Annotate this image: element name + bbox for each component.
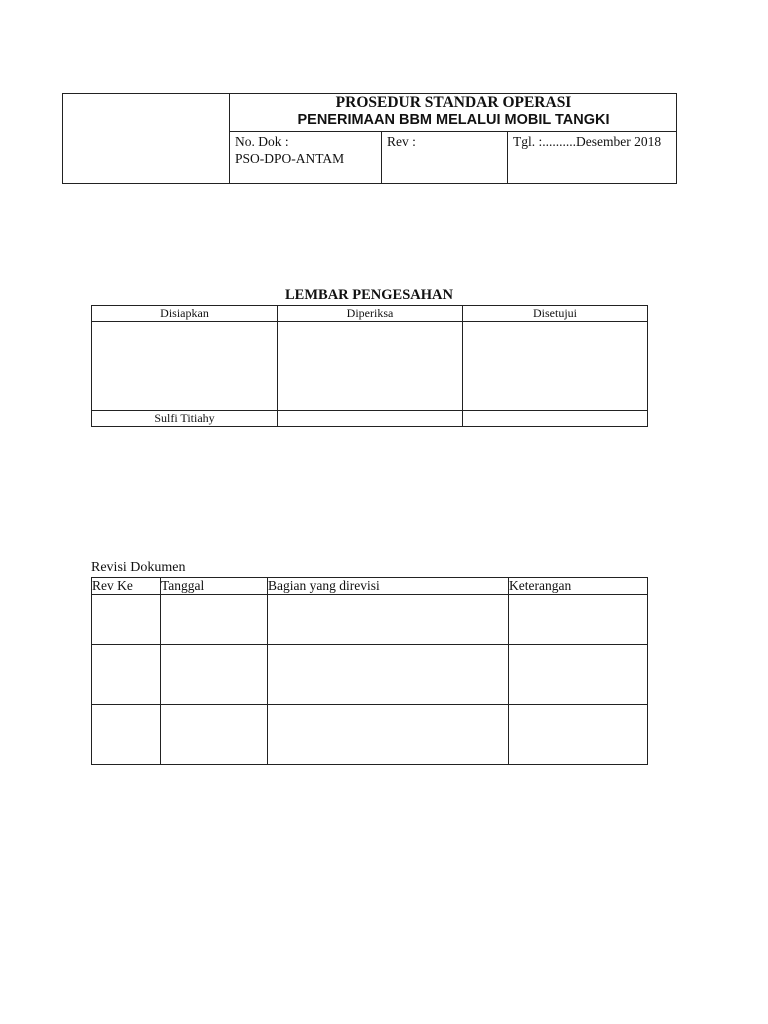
table-cell	[268, 705, 509, 765]
doc-number-value: PSO-DPO-ANTAM	[235, 151, 345, 166]
approval-title: LEMBAR PENGESAHAN	[285, 287, 453, 303]
table-row	[92, 705, 648, 765]
revision-header-row	[92, 578, 648, 595]
date-label: Tgl. :..........Desember 2018	[513, 134, 662, 149]
signature-cell-prepared	[92, 322, 278, 411]
approval-header-row	[92, 306, 648, 322]
signature-row	[92, 322, 648, 411]
header-title-area	[230, 93, 677, 132]
table-cell	[92, 595, 161, 645]
table-cell	[161, 595, 268, 645]
approval-col-checked: Diperiksa	[278, 306, 463, 322]
logo-cell	[62, 93, 230, 184]
revision-col-section: Bagian yang direvisi	[268, 578, 509, 595]
date-cell	[508, 132, 677, 184]
name-cell-approved	[463, 411, 648, 427]
table-cell	[161, 705, 268, 765]
table-cell	[509, 705, 648, 765]
table-cell	[509, 595, 648, 645]
signature-cell-checked	[278, 322, 463, 411]
table-row	[92, 645, 648, 705]
table-cell	[268, 595, 509, 645]
table-cell	[509, 645, 648, 705]
revision-col-notes: Keterangan	[509, 578, 648, 595]
signature-cell-approved	[463, 322, 648, 411]
approval-col-approved: Disetujui	[463, 306, 648, 322]
table-cell	[92, 645, 161, 705]
doc-type-title: PROSEDUR STANDAR OPERASI	[335, 94, 572, 111]
table-cell	[92, 705, 161, 765]
approval-table	[91, 305, 648, 427]
revision-col-date: Tanggal	[161, 578, 268, 595]
doc-number-label: No. Dok :	[235, 134, 289, 149]
doc-number-cell	[230, 132, 382, 184]
doc-main-title: PENERIMAAN BBM MELALUI MOBIL TANGKI	[297, 112, 610, 128]
table-row	[92, 595, 648, 645]
revision-label: Rev :	[387, 134, 416, 149]
revision-table	[91, 577, 648, 765]
table-cell	[268, 645, 509, 705]
name-row	[92, 411, 648, 427]
name-cell-prepared: Sulfi Titiahy	[92, 411, 278, 427]
revision-col-rev: Rev Ke	[92, 578, 161, 595]
revision-section-title: Revisi Dokumen	[91, 560, 186, 575]
name-cell-checked	[278, 411, 463, 427]
approval-col-prepared: Disiapkan	[92, 306, 278, 322]
revision-cell	[382, 132, 508, 184]
table-cell	[161, 645, 268, 705]
